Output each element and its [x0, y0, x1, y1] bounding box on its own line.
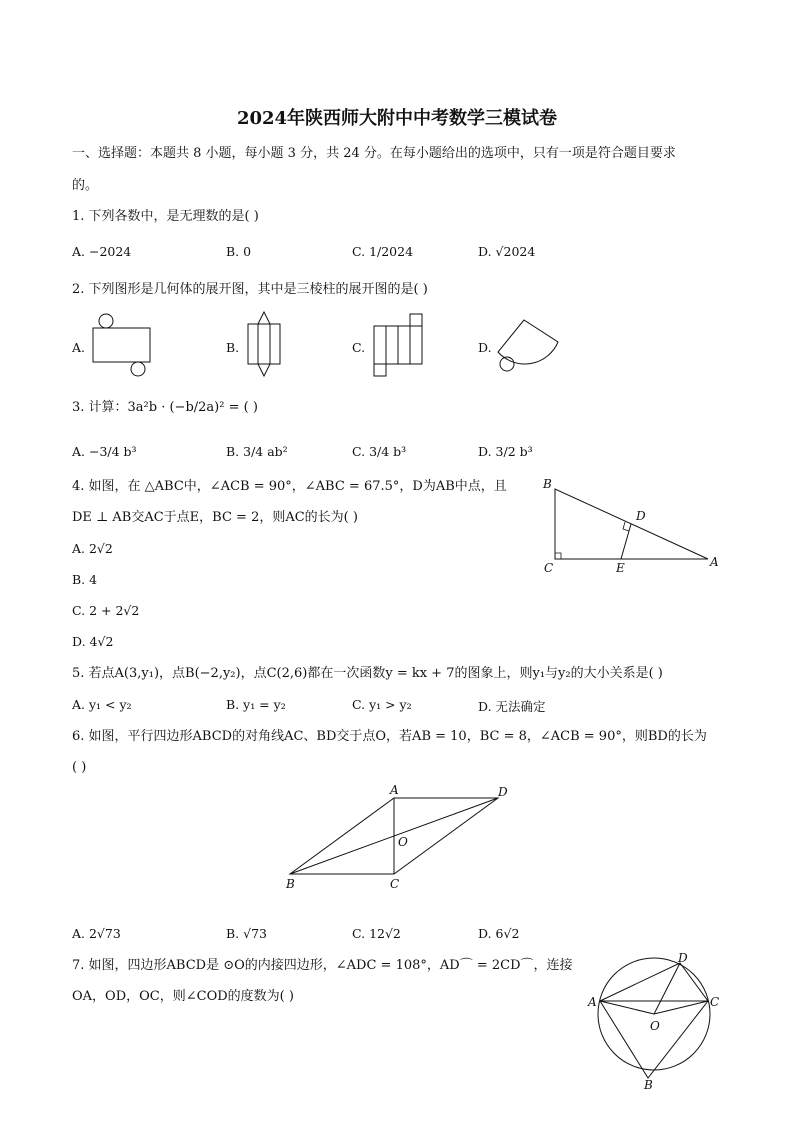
q5-option-d: D. 无法确定 — [478, 699, 546, 714]
q3-option-c: C. 3/4 b³ — [352, 444, 407, 459]
q1-option-c: C. 1/2024 — [352, 244, 414, 259]
q1-option-b: B. 0 — [226, 244, 252, 259]
q7-label-o: O — [650, 1019, 660, 1033]
q3-option-d: D. 3/2 b³ — [478, 444, 533, 459]
question-4-stem-cont: DE ⊥ AB交AC于点E，BC = 2，则AC的长为( ) — [72, 510, 358, 525]
q2-option-d: D. — [478, 340, 492, 355]
question-5-stem: 5. 若点A(3,y₁)，点B(−2,y₂)，点C(2,6)都在一次函数y = kx + 7的图象上，则y₁与y₂的大小关系是( ) — [72, 666, 663, 681]
question-7-stem: 7. 如图，四边形ABCD是 ⊙O的内接四边形，∠ADC = 108°，AD⌒ = 2CD⌒，连接 — [72, 958, 573, 973]
q4-option-d: D. 4√2 — [72, 634, 114, 649]
q2-option-c: C. — [352, 340, 366, 355]
q7-label-a: A — [588, 995, 597, 1009]
q4-option-a: A. 2√2 — [72, 541, 113, 556]
q2-option-b: B. — [226, 340, 240, 355]
q6-label-c: C — [390, 877, 400, 891]
q6-label-b: B — [286, 877, 295, 891]
q4-label-a: A — [710, 555, 719, 569]
q2-figure-d — [496, 316, 562, 376]
q2-figure-c — [370, 312, 428, 380]
question-3-stem: 3. 计算：3a²b · (−b/2a)² = ( ) — [72, 400, 258, 415]
q5-option-a: A. y₁ < y₂ — [72, 697, 132, 712]
q4-triangle-figure — [538, 474, 728, 578]
q1-option-a: A. −2024 — [72, 244, 132, 259]
question-2-stem: 2. 下列图形是几何体的展开图，其中是三棱柱的展开图的是( ) — [72, 282, 428, 297]
q6-option-d: D. 6√2 — [478, 926, 520, 941]
q6-option-b: B. √73 — [226, 926, 268, 941]
q2-figure-a — [88, 312, 158, 380]
question-6-stem: 6. 如图，平行四边形ABCD的对角线AC、BD交于点O，若AB = 10，BC = 8，∠ACB = 90°，则BD的长为 — [72, 729, 707, 744]
question-6-stem-cont: ( ) — [72, 760, 87, 775]
q3-option-a: A. −3/4 b³ — [72, 444, 137, 459]
section-heading-cont: 的。 — [72, 178, 99, 193]
q7-label-b: B — [644, 1078, 653, 1092]
q4-label-e: E — [616, 561, 625, 575]
question-1-stem: 1. 下列各数中，是无理数的是( ) — [72, 209, 259, 224]
q4-option-b: B. 4 — [72, 572, 98, 587]
q7-label-c: C — [710, 995, 720, 1009]
q6-option-c: C. 12√2 — [352, 926, 401, 941]
question-4-stem: 4. 如图，在 △ABC中，∠ACB = 90°，∠ABC = 67.5°，D为AB中点，且 — [72, 479, 507, 494]
page-title: 2024年陕西师大附中中考数学三模试卷 — [236, 108, 558, 129]
q6-parallelogram-figure — [280, 780, 516, 892]
q5-option-c: C. y₁ > y₂ — [352, 697, 412, 712]
q4-label-c: C — [544, 561, 554, 575]
section-heading: 一、选择题：本题共 8 小题，每小题 3 分，共 24 分。在每小题给出的选项中，只有一项是符合题目要求 — [72, 146, 676, 161]
q6-label-a: A — [390, 783, 399, 797]
q3-option-b: B. 3/4 ab² — [226, 444, 288, 459]
q4-label-d: D — [636, 509, 646, 523]
q6-label-d: D — [498, 785, 508, 799]
q1-option-d: D. √2024 — [478, 244, 536, 259]
q4-label-b: B — [543, 477, 552, 491]
q2-option-a: A. — [72, 340, 86, 355]
q2-figure-b — [244, 310, 284, 382]
q6-option-a: A. 2√73 — [72, 926, 121, 941]
q4-option-c: C. 2 + 2√2 — [72, 603, 140, 618]
question-7-stem-cont: OA，OD，OC，则∠COD的度数为( ) — [72, 989, 294, 1004]
q7-label-d: D — [678, 951, 688, 965]
q6-label-o: O — [398, 835, 408, 849]
q7-circle-figure — [584, 950, 734, 1092]
q5-option-b: B. y₁ = y₂ — [226, 697, 286, 712]
